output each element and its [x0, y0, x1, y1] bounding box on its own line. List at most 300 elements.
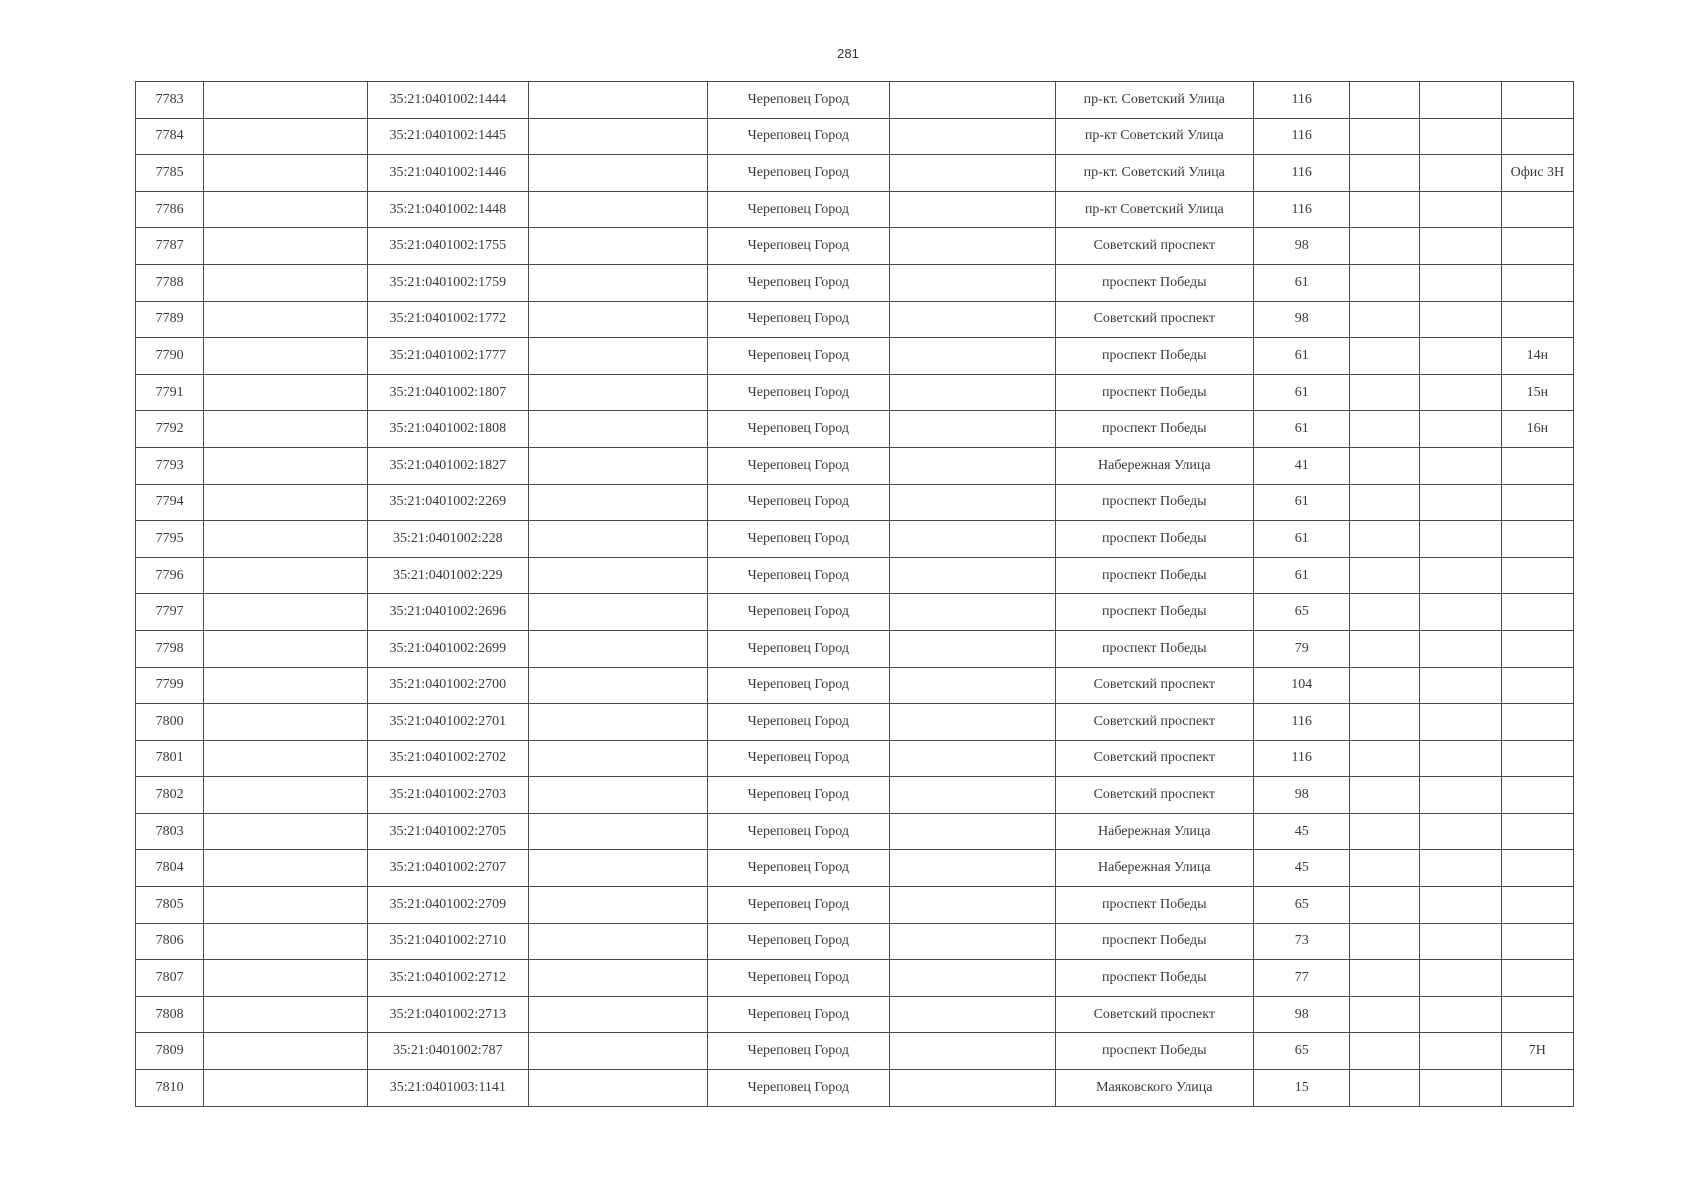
empty-cell	[1350, 82, 1419, 119]
empty-cell	[1419, 557, 1501, 594]
cadastral-number-cell: 35:21:0401003:1141	[367, 1070, 528, 1107]
empty-cell	[529, 777, 707, 814]
locality-cell: Череповец Город	[707, 594, 890, 631]
cadastral-number-cell: 35:21:0401002:1445	[367, 118, 528, 155]
empty-cell	[1419, 813, 1501, 850]
empty-cell	[204, 740, 367, 777]
empty-cell	[1350, 594, 1419, 631]
locality-cell: Череповец Город	[707, 411, 890, 448]
empty-cell	[1419, 923, 1501, 960]
house-number-cell: 41	[1254, 447, 1350, 484]
street-cell: проспект Победы	[1055, 521, 1254, 558]
locality-cell: Череповец Город	[707, 557, 890, 594]
empty-cell	[1419, 1070, 1501, 1107]
locality-cell: Череповец Город	[707, 301, 890, 338]
empty-cell	[204, 960, 367, 997]
room-cell	[1501, 521, 1573, 558]
empty-cell	[1419, 118, 1501, 155]
empty-cell	[204, 667, 367, 704]
row-number-cell: 7791	[136, 374, 204, 411]
row-number-cell: 7798	[136, 630, 204, 667]
row-number-cell: 7807	[136, 960, 204, 997]
empty-cell	[1350, 923, 1419, 960]
house-number-cell: 15	[1254, 1070, 1350, 1107]
empty-cell	[204, 704, 367, 741]
room-cell: 14н	[1501, 338, 1573, 375]
empty-cell	[529, 850, 707, 887]
empty-cell	[890, 960, 1055, 997]
room-cell	[1501, 740, 1573, 777]
street-cell: проспект Победы	[1055, 887, 1254, 924]
empty-cell	[1419, 264, 1501, 301]
cadastral-number-cell: 35:21:0401002:1448	[367, 191, 528, 228]
street-cell: проспект Победы	[1055, 484, 1254, 521]
empty-cell	[1350, 521, 1419, 558]
empty-cell	[1419, 447, 1501, 484]
empty-cell	[1350, 557, 1419, 594]
house-number-cell: 116	[1254, 82, 1350, 119]
empty-cell	[529, 82, 707, 119]
locality-cell: Череповец Город	[707, 887, 890, 924]
street-cell: проспект Победы	[1055, 374, 1254, 411]
table-row	[136, 82, 1574, 119]
house-number-cell: 98	[1254, 996, 1350, 1033]
room-cell	[1501, 777, 1573, 814]
table-row	[136, 411, 1574, 448]
room-cell	[1501, 996, 1573, 1033]
row-number-cell: 7805	[136, 887, 204, 924]
empty-cell	[1350, 740, 1419, 777]
cadastral-number-cell: 35:21:0401002:2702	[367, 740, 528, 777]
empty-cell	[890, 630, 1055, 667]
table-row	[136, 264, 1574, 301]
empty-cell	[529, 887, 707, 924]
house-number-cell: 73	[1254, 923, 1350, 960]
street-cell: Набережная Улица	[1055, 850, 1254, 887]
table-row	[136, 996, 1574, 1033]
cadastral-number-cell: 35:21:0401002:1755	[367, 228, 528, 265]
empty-cell	[204, 301, 367, 338]
empty-cell	[890, 228, 1055, 265]
table-row	[136, 923, 1574, 960]
room-cell	[1501, 594, 1573, 631]
empty-cell	[1419, 704, 1501, 741]
locality-cell: Череповец Город	[707, 704, 890, 741]
row-number-cell: 7796	[136, 557, 204, 594]
table-row	[136, 777, 1574, 814]
empty-cell	[1419, 338, 1501, 375]
empty-cell	[1419, 630, 1501, 667]
row-number-cell: 7804	[136, 850, 204, 887]
house-number-cell: 65	[1254, 1033, 1350, 1070]
empty-cell	[529, 923, 707, 960]
room-cell	[1501, 557, 1573, 594]
room-cell	[1501, 228, 1573, 265]
cadastral-number-cell: 35:21:0401002:2703	[367, 777, 528, 814]
empty-cell	[1350, 960, 1419, 997]
cadastral-number-cell: 35:21:0401002:2699	[367, 630, 528, 667]
locality-cell: Череповец Город	[707, 813, 890, 850]
house-number-cell: 45	[1254, 850, 1350, 887]
empty-cell	[529, 338, 707, 375]
empty-cell	[890, 813, 1055, 850]
cadastral-number-cell: 35:21:0401002:787	[367, 1033, 528, 1070]
house-number-cell: 98	[1254, 777, 1350, 814]
street-cell: Советский проспект	[1055, 740, 1254, 777]
row-number-cell: 7806	[136, 923, 204, 960]
empty-cell	[204, 82, 367, 119]
room-cell	[1501, 447, 1573, 484]
empty-cell	[529, 1070, 707, 1107]
empty-cell	[1419, 155, 1501, 192]
cadastral-number-cell: 35:21:0401002:1827	[367, 447, 528, 484]
room-cell: 7Н	[1501, 1033, 1573, 1070]
street-cell: Советский проспект	[1055, 704, 1254, 741]
empty-cell	[204, 411, 367, 448]
row-number-cell: 7792	[136, 411, 204, 448]
empty-cell	[890, 667, 1055, 704]
table-row	[136, 704, 1574, 741]
registry-table	[135, 81, 1574, 1107]
cadastral-number-cell: 35:21:0401002:2712	[367, 960, 528, 997]
empty-cell	[204, 887, 367, 924]
cadastral-number-cell: 35:21:0401002:1808	[367, 411, 528, 448]
empty-cell	[529, 191, 707, 228]
cadastral-number-cell: 35:21:0401002:228	[367, 521, 528, 558]
cadastral-number-cell: 35:21:0401002:1772	[367, 301, 528, 338]
locality-cell: Череповец Город	[707, 191, 890, 228]
empty-cell	[529, 228, 707, 265]
empty-cell	[1350, 191, 1419, 228]
empty-cell	[1419, 411, 1501, 448]
table-row	[136, 740, 1574, 777]
empty-cell	[890, 740, 1055, 777]
house-number-cell: 116	[1254, 704, 1350, 741]
street-cell: Маяковского Улица	[1055, 1070, 1254, 1107]
empty-cell	[204, 155, 367, 192]
empty-cell	[1419, 228, 1501, 265]
empty-cell	[1419, 960, 1501, 997]
house-number-cell: 116	[1254, 155, 1350, 192]
empty-cell	[1350, 1070, 1419, 1107]
empty-cell	[204, 777, 367, 814]
empty-cell	[890, 82, 1055, 119]
house-number-cell: 116	[1254, 740, 1350, 777]
row-number-cell: 7797	[136, 594, 204, 631]
locality-cell: Череповец Город	[707, 923, 890, 960]
empty-cell	[1350, 850, 1419, 887]
street-cell: Советский проспект	[1055, 996, 1254, 1033]
empty-cell	[1419, 1033, 1501, 1070]
house-number-cell: 61	[1254, 264, 1350, 301]
row-number-cell: 7789	[136, 301, 204, 338]
street-cell: Советский проспект	[1055, 228, 1254, 265]
cadastral-number-cell: 35:21:0401002:1807	[367, 374, 528, 411]
street-cell: проспект Победы	[1055, 594, 1254, 631]
street-cell: Советский проспект	[1055, 777, 1254, 814]
room-cell: 16н	[1501, 411, 1573, 448]
empty-cell	[204, 264, 367, 301]
empty-cell	[204, 374, 367, 411]
house-number-cell: 61	[1254, 338, 1350, 375]
locality-cell: Череповец Город	[707, 447, 890, 484]
row-number-cell: 7793	[136, 447, 204, 484]
street-cell: проспект Победы	[1055, 264, 1254, 301]
house-number-cell: 65	[1254, 887, 1350, 924]
empty-cell	[1350, 301, 1419, 338]
room-cell	[1501, 960, 1573, 997]
empty-cell	[204, 228, 367, 265]
locality-cell: Череповец Город	[707, 740, 890, 777]
empty-cell	[1350, 887, 1419, 924]
table-row	[136, 521, 1574, 558]
empty-cell	[1419, 777, 1501, 814]
cadastral-number-cell: 35:21:0401002:2701	[367, 704, 528, 741]
house-number-cell: 45	[1254, 813, 1350, 850]
empty-cell	[890, 155, 1055, 192]
empty-cell	[204, 923, 367, 960]
table-row	[136, 1033, 1574, 1070]
street-cell: проспект Победы	[1055, 1033, 1254, 1070]
room-cell	[1501, 850, 1573, 887]
empty-cell	[1419, 301, 1501, 338]
locality-cell: Череповец Город	[707, 484, 890, 521]
house-number-cell: 65	[1254, 594, 1350, 631]
empty-cell	[529, 740, 707, 777]
table-row	[136, 630, 1574, 667]
empty-cell	[529, 411, 707, 448]
house-number-cell: 116	[1254, 191, 1350, 228]
locality-cell: Череповец Город	[707, 850, 890, 887]
empty-cell	[529, 996, 707, 1033]
empty-cell	[1419, 594, 1501, 631]
house-number-cell: 79	[1254, 630, 1350, 667]
empty-cell	[529, 447, 707, 484]
table-row	[136, 374, 1574, 411]
house-number-cell: 116	[1254, 118, 1350, 155]
street-cell: пр-кт Советский Улица	[1055, 118, 1254, 155]
house-number-cell: 61	[1254, 557, 1350, 594]
table-row	[136, 155, 1574, 192]
house-number-cell: 104	[1254, 667, 1350, 704]
empty-cell	[890, 594, 1055, 631]
cadastral-number-cell: 35:21:0401002:2700	[367, 667, 528, 704]
empty-cell	[1419, 82, 1501, 119]
row-number-cell: 7800	[136, 704, 204, 741]
empty-cell	[204, 338, 367, 375]
empty-cell	[1419, 521, 1501, 558]
empty-cell	[529, 557, 707, 594]
empty-cell	[204, 447, 367, 484]
empty-cell	[890, 191, 1055, 228]
room-cell	[1501, 887, 1573, 924]
row-number-cell: 7785	[136, 155, 204, 192]
empty-cell	[1350, 1033, 1419, 1070]
empty-cell	[1350, 484, 1419, 521]
row-number-cell: 7808	[136, 996, 204, 1033]
row-number-cell: 7799	[136, 667, 204, 704]
cadastral-number-cell: 35:21:0401002:2696	[367, 594, 528, 631]
empty-cell	[1350, 667, 1419, 704]
room-cell	[1501, 191, 1573, 228]
locality-cell: Череповец Город	[707, 521, 890, 558]
cadastral-number-cell: 35:21:0401002:1444	[367, 82, 528, 119]
empty-cell	[529, 813, 707, 850]
table-row	[136, 1070, 1574, 1107]
cadastral-number-cell: 35:21:0401002:2713	[367, 996, 528, 1033]
street-cell: проспект Победы	[1055, 338, 1254, 375]
empty-cell	[1350, 118, 1419, 155]
empty-cell	[890, 887, 1055, 924]
empty-cell	[529, 704, 707, 741]
room-cell	[1501, 813, 1573, 850]
table-row	[136, 118, 1574, 155]
room-cell: Офис 3Н	[1501, 155, 1573, 192]
empty-cell	[1419, 191, 1501, 228]
table-row	[136, 813, 1574, 850]
cadastral-number-cell: 35:21:0401002:2705	[367, 813, 528, 850]
empty-cell	[890, 850, 1055, 887]
empty-cell	[529, 374, 707, 411]
street-cell: пр-кт Советский Улица	[1055, 191, 1254, 228]
room-cell	[1501, 264, 1573, 301]
street-cell: проспект Победы	[1055, 923, 1254, 960]
house-number-cell: 98	[1254, 228, 1350, 265]
cadastral-number-cell: 35:21:0401002:1777	[367, 338, 528, 375]
row-number-cell: 7802	[136, 777, 204, 814]
empty-cell	[1350, 704, 1419, 741]
row-number-cell: 7810	[136, 1070, 204, 1107]
empty-cell	[890, 923, 1055, 960]
locality-cell: Череповец Город	[707, 82, 890, 119]
row-number-cell: 7803	[136, 813, 204, 850]
page-number: 281	[837, 46, 859, 61]
empty-cell	[204, 521, 367, 558]
empty-cell	[529, 118, 707, 155]
table-row	[136, 887, 1574, 924]
table-row	[136, 594, 1574, 631]
cadastral-number-cell: 35:21:0401002:1759	[367, 264, 528, 301]
table-row	[136, 667, 1574, 704]
house-number-cell: 61	[1254, 521, 1350, 558]
street-cell: пр-кт. Советский Улица	[1055, 155, 1254, 192]
room-cell	[1501, 1070, 1573, 1107]
room-cell	[1501, 667, 1573, 704]
empty-cell	[1419, 996, 1501, 1033]
room-cell	[1501, 630, 1573, 667]
empty-cell	[1350, 411, 1419, 448]
empty-cell	[529, 630, 707, 667]
street-cell: Набережная Улица	[1055, 447, 1254, 484]
locality-cell: Череповец Город	[707, 630, 890, 667]
locality-cell: Череповец Город	[707, 228, 890, 265]
empty-cell	[1419, 667, 1501, 704]
empty-cell	[890, 338, 1055, 375]
empty-cell	[529, 264, 707, 301]
empty-cell	[1350, 228, 1419, 265]
empty-cell	[890, 264, 1055, 301]
table-row	[136, 850, 1574, 887]
empty-cell	[529, 521, 707, 558]
street-cell: пр-кт. Советский Улица	[1055, 82, 1254, 119]
empty-cell	[1419, 484, 1501, 521]
empty-cell	[529, 667, 707, 704]
empty-cell	[890, 118, 1055, 155]
house-number-cell: 77	[1254, 960, 1350, 997]
locality-cell: Череповец Город	[707, 264, 890, 301]
street-cell: Набережная Улица	[1055, 813, 1254, 850]
empty-cell	[890, 996, 1055, 1033]
empty-cell	[1419, 740, 1501, 777]
empty-cell	[204, 630, 367, 667]
room-cell	[1501, 301, 1573, 338]
empty-cell	[1350, 338, 1419, 375]
empty-cell	[1350, 155, 1419, 192]
table-row	[136, 960, 1574, 997]
locality-cell: Череповец Город	[707, 996, 890, 1033]
empty-cell	[890, 557, 1055, 594]
room-cell	[1501, 704, 1573, 741]
cadastral-number-cell: 35:21:0401002:229	[367, 557, 528, 594]
locality-cell: Череповец Город	[707, 374, 890, 411]
empty-cell	[204, 594, 367, 631]
empty-cell	[204, 557, 367, 594]
empty-cell	[890, 777, 1055, 814]
empty-cell	[529, 301, 707, 338]
street-cell: проспект Победы	[1055, 411, 1254, 448]
row-number-cell: 7795	[136, 521, 204, 558]
house-number-cell: 61	[1254, 411, 1350, 448]
empty-cell	[1350, 447, 1419, 484]
empty-cell	[890, 447, 1055, 484]
empty-cell	[204, 813, 367, 850]
house-number-cell: 61	[1254, 374, 1350, 411]
street-cell: проспект Победы	[1055, 557, 1254, 594]
empty-cell	[890, 301, 1055, 338]
row-number-cell: 7790	[136, 338, 204, 375]
empty-cell	[890, 1033, 1055, 1070]
cadastral-number-cell: 35:21:0401002:2707	[367, 850, 528, 887]
locality-cell: Череповец Город	[707, 155, 890, 192]
row-number-cell: 7809	[136, 1033, 204, 1070]
empty-cell	[204, 1033, 367, 1070]
locality-cell: Череповец Город	[707, 960, 890, 997]
empty-cell	[1350, 777, 1419, 814]
room-cell	[1501, 118, 1573, 155]
table-row	[136, 228, 1574, 265]
empty-cell	[1350, 996, 1419, 1033]
house-number-cell: 61	[1254, 484, 1350, 521]
empty-cell	[890, 411, 1055, 448]
table-row	[136, 301, 1574, 338]
table-row	[136, 557, 1574, 594]
house-number-cell: 98	[1254, 301, 1350, 338]
row-number-cell: 7794	[136, 484, 204, 521]
table-row	[136, 484, 1574, 521]
row-number-cell: 7786	[136, 191, 204, 228]
street-cell: проспект Победы	[1055, 960, 1254, 997]
street-cell: Советский проспект	[1055, 667, 1254, 704]
room-cell	[1501, 923, 1573, 960]
empty-cell	[1350, 630, 1419, 667]
cadastral-number-cell: 35:21:0401002:2269	[367, 484, 528, 521]
empty-cell	[890, 704, 1055, 741]
room-cell: 15н	[1501, 374, 1573, 411]
locality-cell: Череповец Город	[707, 338, 890, 375]
empty-cell	[890, 1070, 1055, 1107]
empty-cell	[529, 484, 707, 521]
empty-cell	[204, 850, 367, 887]
